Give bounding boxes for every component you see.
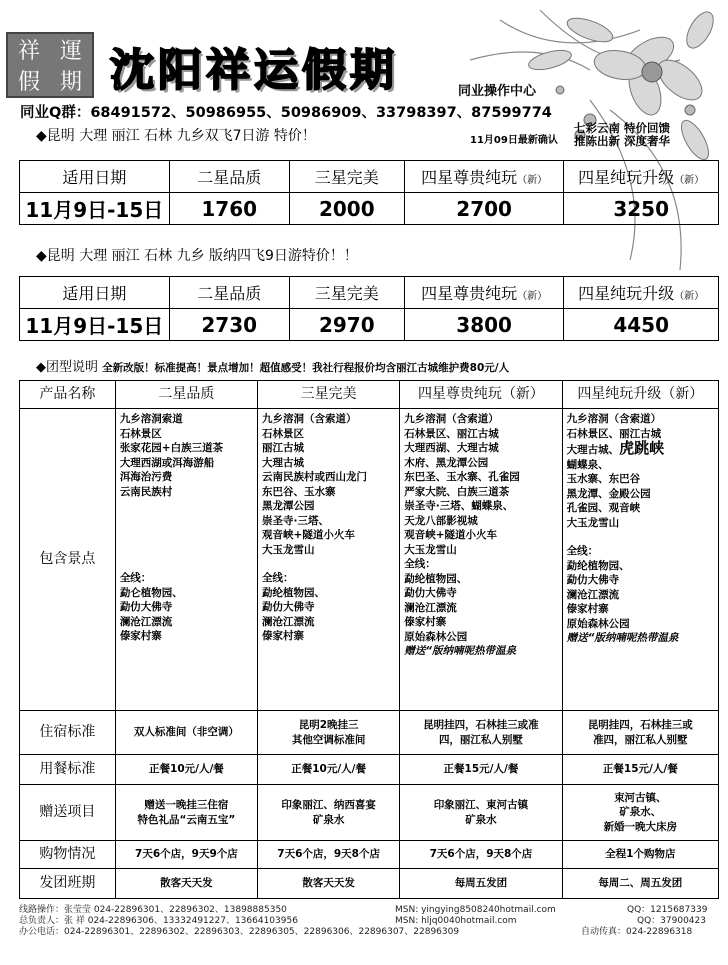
meal-cell: 正餐15元/人/餐: [400, 755, 562, 785]
depart-cell: 每周五发团: [400, 869, 562, 899]
row-label: 包含景点: [20, 409, 116, 711]
row-label: 发团班期: [20, 869, 116, 899]
footer-qq: QQ：1215687339: [627, 905, 708, 915]
scenic-cell: 九乡溶洞索道 石林景区 张家花园+白族三道茶 大理西湖或洱海游船 洱海治污费 云南民族村 全线： 勐仑植物园、 勐仂大佛寺 澜沧江漂流 傣家村寨: [115, 409, 257, 711]
footer-fax: 自动传真：024-22896318: [581, 927, 693, 937]
brand-subtitle: 同业操作中心: [458, 84, 537, 99]
phones-label: 同业Q群：: [20, 105, 91, 121]
gift-cell: 赠送一晚挂三住宿 特色礼品“云南五宝”: [115, 785, 257, 841]
table-header: 四星纯玩升级（新）: [562, 381, 718, 409]
gift-cell: 束河古镇、 矿泉水、 新婚一晚大床房: [562, 785, 718, 841]
price-value: 2730: [169, 309, 289, 341]
table-header: 三星完美: [258, 381, 400, 409]
shop-cell: 7天6个店，9天8个店: [258, 841, 400, 869]
logo-char: 祥: [17, 39, 40, 64]
price-header: 二星品质: [169, 277, 289, 309]
route2-title: ◆昆明 大理 丽江 石林 九乡 版纳四飞9日游特价！！: [36, 248, 358, 264]
row-label: 赠送项目: [20, 785, 116, 841]
depart-cell: 散客天天发: [258, 869, 400, 899]
table-header: 产品名称: [20, 381, 116, 409]
price-value: 3800: [404, 309, 564, 341]
scenic-cell: 九乡溶洞（含索道） 石林景区 丽江古城 大理古城 云南民族村或西山龙门 东巴谷、玉水寨 黑龙潭公园 崇圣寺·三塔、 观音峡+隧道小火车 大玉龙雪山 全线： 勐纶植物园、 勐仂大佛寺 澜沧江漂流 傣家村寨: [258, 409, 400, 711]
price-date: 11月9日-15日: [20, 309, 170, 341]
depart-cell: 散客天天发: [115, 869, 257, 899]
row-label: 住宿标准: [20, 711, 116, 755]
footer-msn: MSN: yingying8508240hotmail.com: [395, 905, 556, 915]
price-value: 2000: [289, 193, 404, 225]
logo-char: 運: [59, 39, 82, 64]
price-table-2: [19, 276, 719, 341]
promo-slogan: [574, 122, 694, 148]
footer-contacts: [19, 905, 719, 938]
promo-line: 推陈出新 深度奢华: [574, 134, 671, 148]
logo: [6, 32, 94, 98]
meal-cell: 正餐10元/人/餐: [258, 755, 400, 785]
price-value: 2700: [404, 193, 564, 225]
price-header: 四星纯玩升级（新）: [564, 277, 719, 309]
table-header: 四星尊贵纯玩（新）: [400, 381, 562, 409]
meal-cell: 正餐15元/人/餐: [562, 755, 718, 785]
price-table-1: [19, 160, 719, 225]
gift-cell: 印象丽江、纳西喜宴 矿泉水: [258, 785, 400, 841]
promo-line: 七彩云南 特价回馈: [574, 121, 671, 135]
footer-line: 办公电话：024-22896301、22896302、22896303、22896305、22896306、22896307、22896309: [19, 927, 460, 937]
shop-cell: 7天6个店，9天9个店: [115, 841, 257, 869]
price-header: 三星完美: [289, 277, 404, 309]
price-header: 三星完美: [289, 161, 404, 193]
route1-confirm: 11月09日最新确认: [470, 135, 558, 146]
logo-char: 期: [59, 70, 82, 95]
hotel-cell: 昆明挂四，石林挂三或 准四，丽江私人别墅: [562, 711, 718, 755]
brand-title: 沈阳祥运假期: [110, 45, 398, 96]
shop-cell: 7天6个店，9天8个店: [400, 841, 562, 869]
hotel-cell: 昆明挂四，石林挂三或准 四，丽江私人别墅: [400, 711, 562, 755]
scenic-cell: 九乡溶洞（含索道） 石林景区、丽江古城 大理西湖、大理古城 木府、黑龙潭公园 东巴圣、玉水寨、孔雀园 严家大院、白族三道茶 崇圣寺·三塔、蝴蝶泉、 天龙八部影视城 观音峡+隧道小火车 大玉龙雪山 全线： 勐纶植物园、 勐仂大佛寺 澜沧江漂流 傣家村寨 原始森林公园 赠送“版纳喃呢热带温泉: [400, 409, 562, 711]
phones-list: 68491572、50986955、50986909、33798397、87599774: [90, 105, 552, 121]
scenic-cell: 九乡溶洞（含索道） 石林景区、丽江古城 大理古城、虎跳峡 蝴蝶泉、 玉水寨、东巴谷 黑龙潭、金殿公园 孔雀园、观音峡 大玉龙雪山 全线： 勐纶植物园、 勐仂大佛寺 澜沧江漂流 傣家村寨 原始森林公园 赠送“版纳喃呢热带温泉: [562, 409, 718, 711]
footer-msn: MSN: hljq0040hotmail.com: [395, 916, 517, 926]
row-label: 用餐标准: [20, 755, 116, 785]
logo-char: 假: [17, 70, 40, 95]
note-text: 全新改版！标准提高！景点增加！超值感受！我社行程报价均含丽江古城维护费80元/人: [102, 362, 510, 374]
meal-cell: 正餐10元/人/餐: [115, 755, 257, 785]
price-header: 适用日期: [20, 161, 170, 193]
hotel-cell: 昆明2晚挂三 其他空调标准间: [258, 711, 400, 755]
price-value: 3250: [564, 193, 719, 225]
price-header: 二星品质: [169, 161, 289, 193]
table-header: 二星品质: [115, 381, 257, 409]
depart-cell: 每周二、周五发团: [562, 869, 718, 899]
footer-qq: QQ：37900423: [637, 916, 706, 926]
footer-line: 总负责人：张 祥 024-22896306、13332491227、13664103956: [19, 916, 298, 926]
price-header: 四星尊贵纯玩（新）: [404, 277, 564, 309]
footer-line: 线路操作：张莹莹 024-22896301、22896302、13898885350: [19, 905, 287, 915]
group-note: [36, 356, 509, 375]
note-label: ◆团型说明: [36, 360, 98, 375]
price-value: 2970: [289, 309, 404, 341]
price-date: 11月9日-15日: [20, 193, 170, 225]
price-value: 4450: [564, 309, 719, 341]
gift-cell: 印象丽江、東河古镇 矿泉水: [400, 785, 562, 841]
itinerary-table: [19, 380, 719, 899]
shop-cell: 全程1个购物店: [562, 841, 718, 869]
price-header: 四星纯玩升级（新）: [564, 161, 719, 193]
price-value: 1760: [169, 193, 289, 225]
row-label: 购物情况: [20, 841, 116, 869]
hotel-cell: 双人标准间（非空调）: [115, 711, 257, 755]
price-header: 适用日期: [20, 277, 170, 309]
group-phones: [20, 101, 552, 122]
route1-title: ◆昆明 大理 丽江 石林 九乡双飞7日游 特价！: [36, 128, 316, 144]
price-header: 四星尊贵纯玩（新）: [404, 161, 564, 193]
